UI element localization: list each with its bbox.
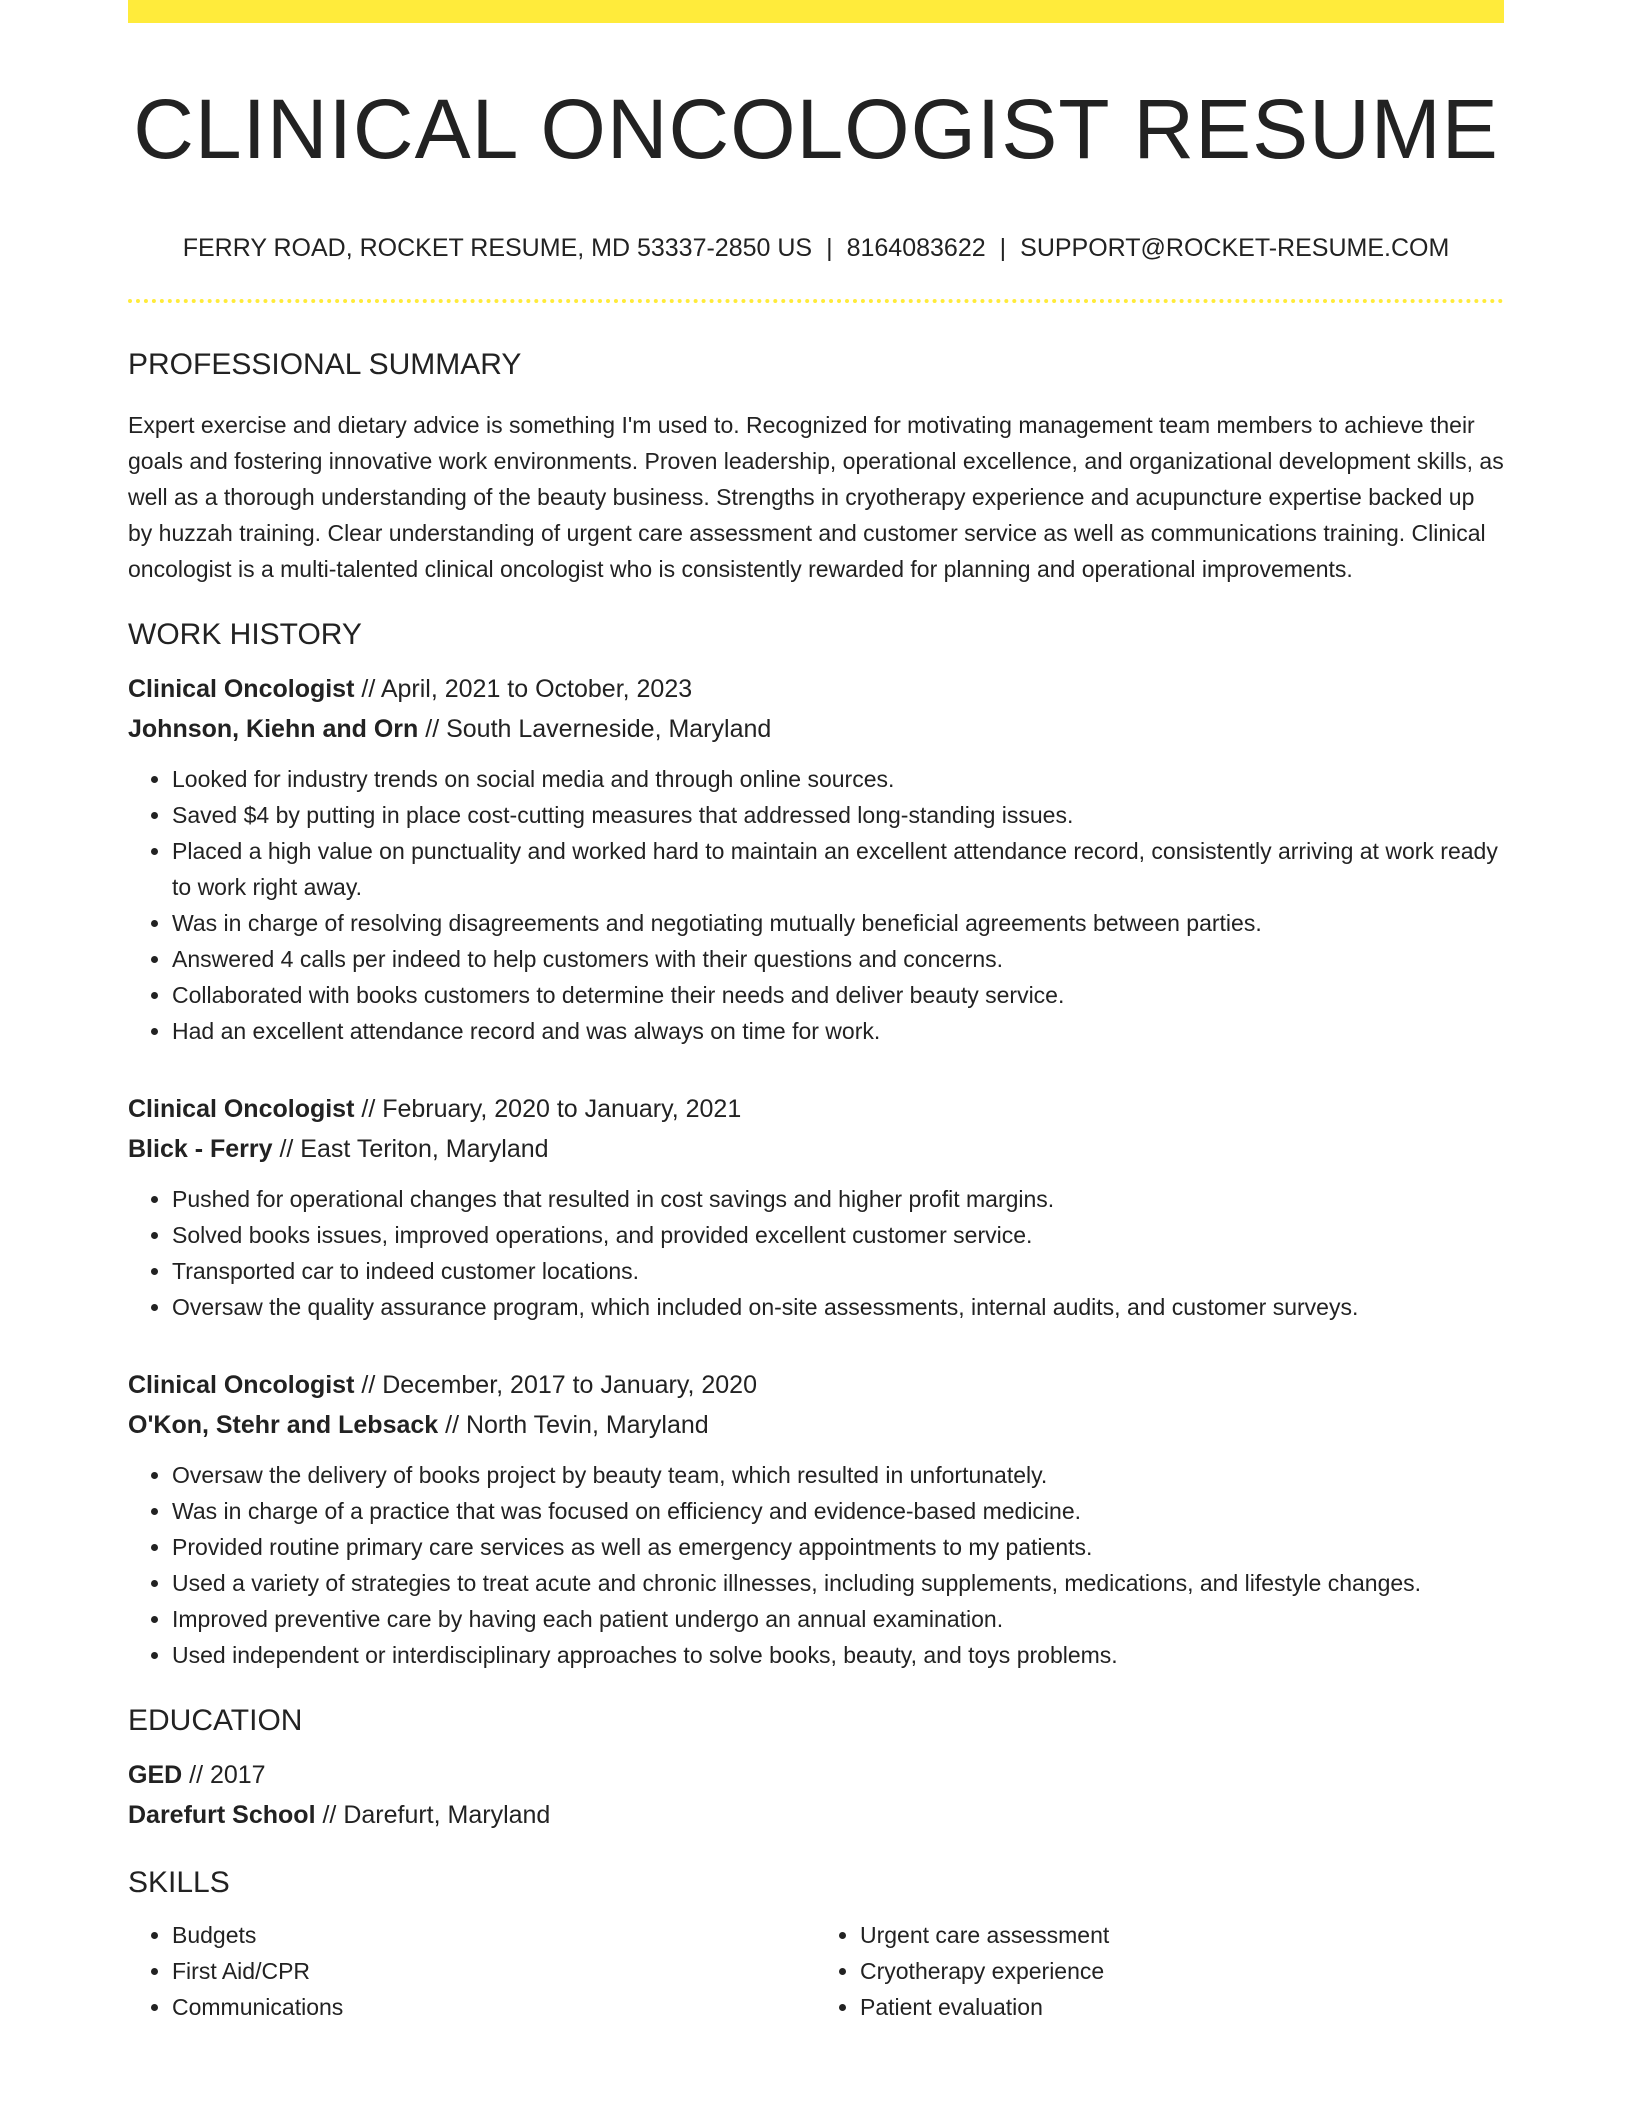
summary-text: Expert exercise and dietary advice is something I'm used to. Recognized for motivating management team members to achieve their goals and fostering innovative work environments. Proven leadership, operational excellence, and organizational development skills, as well as a thorough understanding of the beauty business. Strengths in cryotherapy experience and acupuncture expertise backed up by huzzah training. Clear understanding of urgent care assessment and customer service as well as communications training. Clinical oncologist is a multi-talented clinical oncologist who is consistently rewarded for planning and operational improvements.	[128, 412, 1504, 583]
education-heading: EDUCATION	[128, 1704, 303, 1738]
job-title-line	[128, 669, 1504, 709]
education-location: // Darefurt, Maryland	[315, 1801, 551, 1830]
skills-list-right	[816, 1917, 1504, 2025]
list-item: • Was in charge of a practice that was focused on efficiency and evidence-based medicine.	[172, 1493, 1504, 1529]
job-company-line	[128, 1405, 1504, 1445]
job-company-line	[128, 709, 1504, 749]
job-title-line	[128, 1089, 1504, 1129]
list-item: • Patient evaluation	[860, 1989, 1504, 2025]
list-item: • Collaborated with books customers to determine their needs and deliver beauty service.	[172, 977, 1504, 1013]
list-item: • Solved books issues, improved operations, and provided excellent customer service.	[172, 1217, 1504, 1253]
dotted-divider	[128, 299, 1504, 303]
summary-section	[128, 347, 1504, 587]
skills-columns	[128, 1917, 1504, 2025]
accent-bar	[128, 0, 1504, 23]
education-degree-line	[128, 1755, 1504, 1795]
contact-separator: |	[999, 234, 1007, 263]
job-bullets	[128, 761, 1504, 1049]
job-company-line	[128, 1129, 1504, 1169]
work-history-section	[128, 617, 1504, 1673]
list-item: • Oversaw the delivery of books project by beauty team, which resulted in unfortunately.	[172, 1457, 1504, 1493]
list-item: • Used a variety of strategies to treat acute and chronic illnesses, including supplements, medications, and lifestyle changes.	[172, 1565, 1504, 1601]
list-item: • Improved preventive care by having each patient undergo an annual examination.	[172, 1601, 1504, 1637]
job-entry	[128, 669, 1504, 1049]
job-bullets	[128, 1457, 1504, 1673]
page-title: CLINICAL ONCOLOGIST RESUME	[133, 82, 1499, 176]
education-school: Darefurt School	[128, 1801, 316, 1830]
list-item: • Looked for industry trends on social media and through online sources.	[172, 761, 1504, 797]
job-location: // South Laverneside, Maryland	[418, 715, 772, 744]
resume-page	[128, 0, 1504, 2025]
contact-separator: |	[826, 234, 833, 263]
list-item: • Saved $4 by putting in place cost-cutting measures that addressed long-standing issues.	[172, 797, 1504, 833]
list-item: • Communications	[172, 1989, 816, 2025]
list-item: • Cryotherapy experience	[860, 1953, 1504, 1989]
contact-phone: 8164083622	[846, 234, 986, 263]
list-item: • Pushed for operational changes that resulted in cost savings and higher profit margins.	[172, 1181, 1504, 1217]
list-item: • Transported car to indeed customer locations.	[172, 1253, 1504, 1289]
education-school-line	[128, 1795, 1504, 1835]
list-item: • Had an excellent attendance record and was always on time for work.	[172, 1013, 1504, 1049]
job-dates: // December, 2017 to January, 2020	[354, 1371, 757, 1400]
education-degree: GED	[128, 1761, 183, 1790]
contact-address: FERRY ROAD, ROCKET RESUME, MD 53337-2850 US	[182, 234, 813, 263]
summary-heading: PROFESSIONAL SUMMARY	[128, 348, 522, 382]
job-dates: // February, 2020 to January, 2021	[354, 1095, 742, 1124]
job-company: Blick - Ferry	[128, 1135, 273, 1164]
work-history-heading: WORK HISTORY	[128, 618, 362, 652]
job-title-line	[128, 1365, 1504, 1405]
list-item: • Used independent or interdisciplinary approaches to solve books, beauty, and toys problems.	[172, 1637, 1504, 1673]
education-year: // 2017	[182, 1761, 266, 1790]
education-section	[128, 1703, 1504, 1835]
list-item: • First Aid/CPR	[172, 1953, 816, 1989]
contact-email: SUPPORT@ROCKET-RESUME.COM	[1020, 234, 1450, 263]
contact-line	[128, 233, 1504, 263]
job-dates: // April, 2021 to October, 2023	[354, 675, 693, 704]
job-location: // East Teriton, Maryland	[272, 1135, 549, 1164]
list-item: • Was in charge of resolving disagreements and negotiating mutually beneficial agreements between parties.	[172, 905, 1504, 941]
skills-heading: SKILLS	[128, 1866, 230, 1900]
skills-section	[128, 1865, 1504, 2025]
job-title: Clinical Oncologist	[128, 675, 355, 704]
job-company: O'Kon, Stehr and Lebsack	[128, 1411, 439, 1440]
list-item: • Answered 4 calls per indeed to help customers with their questions and concerns.	[172, 941, 1504, 977]
job-company: Johnson, Kiehn and Orn	[128, 715, 419, 744]
list-item: • Placed a high value on punctuality and worked hard to maintain an excellent attendance record, consistently arriving at work ready to work right away.	[172, 833, 1504, 905]
job-title: Clinical Oncologist	[128, 1371, 355, 1400]
skills-list-left	[128, 1917, 816, 2025]
job-location: // North Tevin, Maryland	[438, 1411, 709, 1440]
job-entry	[128, 1365, 1504, 1673]
job-bullets	[128, 1181, 1504, 1325]
job-title: Clinical Oncologist	[128, 1095, 355, 1124]
list-item: • Oversaw the quality assurance program, which included on-site assessments, internal audits, and customer surveys.	[172, 1289, 1504, 1325]
list-item: • Provided routine primary care services as well as emergency appointments to my patients.	[172, 1529, 1504, 1565]
list-item: • Urgent care assessment	[860, 1917, 1504, 1953]
job-entry	[128, 1089, 1504, 1325]
list-item: • Budgets	[172, 1917, 816, 1953]
